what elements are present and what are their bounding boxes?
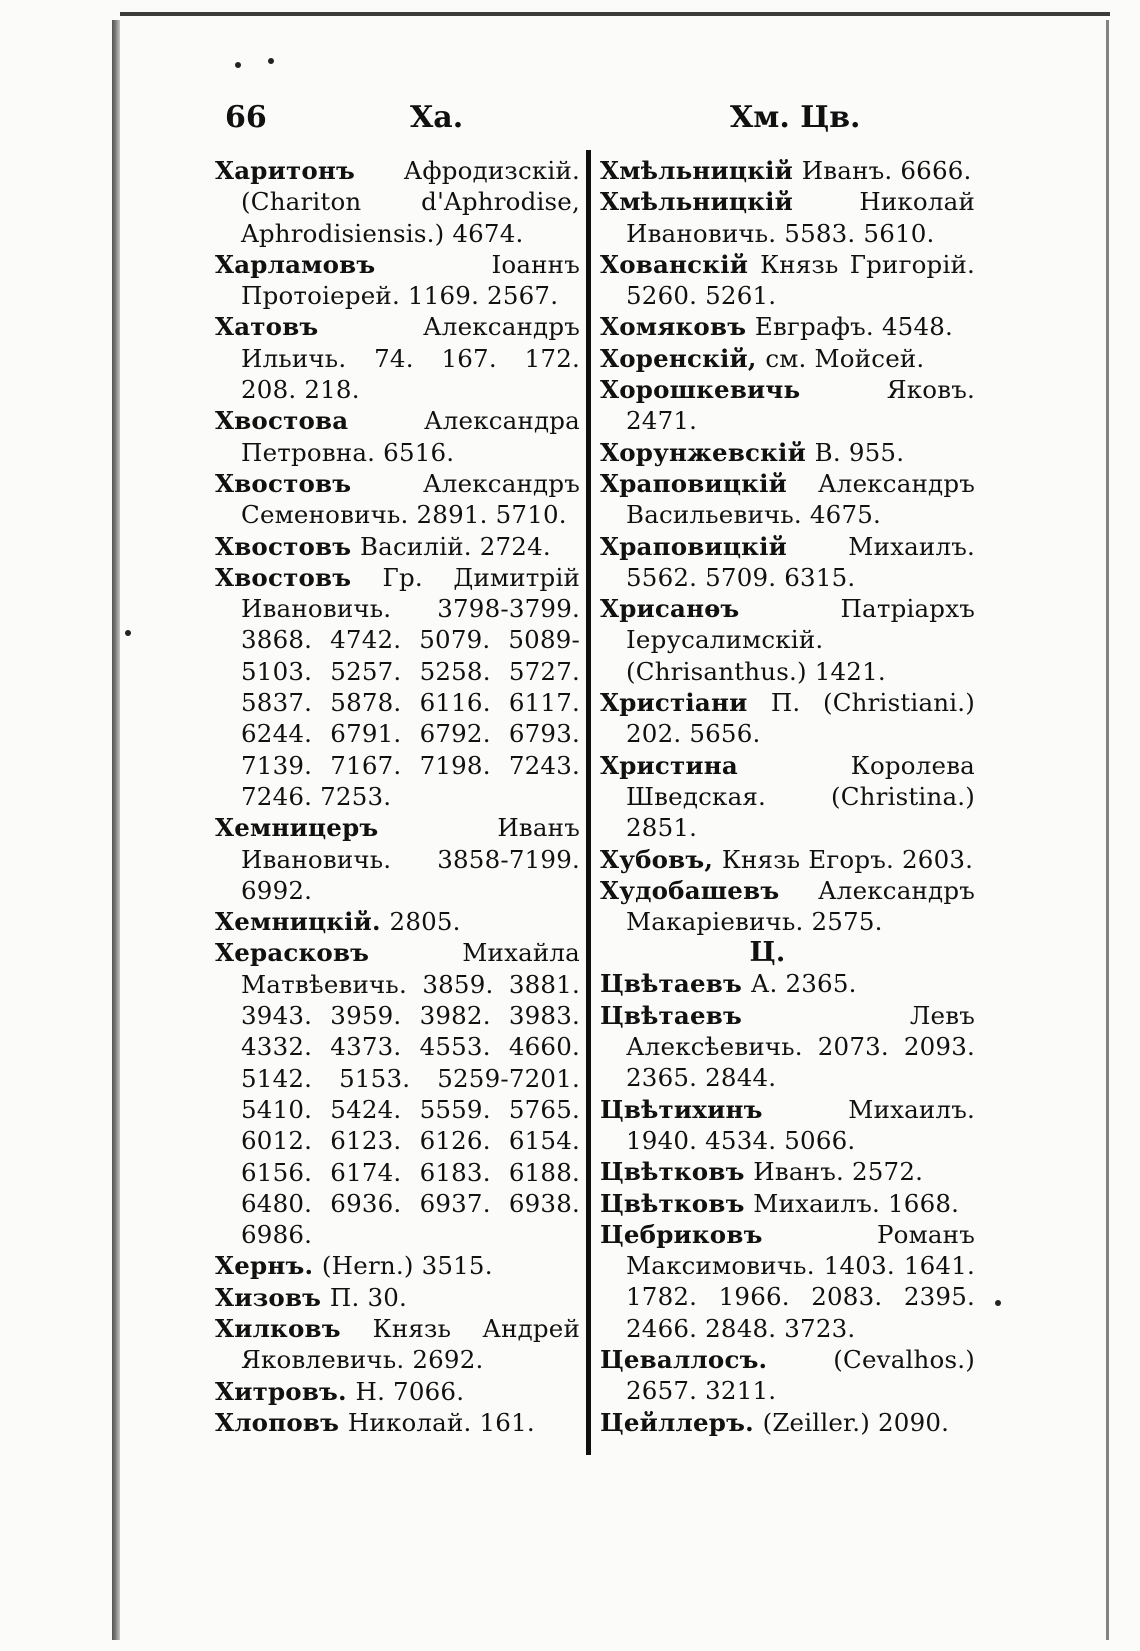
index-entry — [600, 1156, 975, 1187]
index-entry — [215, 311, 580, 405]
entry-name: Хизовъ — [215, 1282, 322, 1312]
right-column — [600, 155, 975, 1438]
index-entry — [215, 468, 580, 531]
entry-name: Хлоповъ — [215, 1407, 340, 1437]
entry-name: Хорошкевичь — [600, 375, 801, 405]
entry-details: Михаилъ. 5562. 5709. 6315. — [626, 531, 975, 592]
entry-name: Цвѣтковъ — [600, 1188, 745, 1218]
entry-details: 2805. — [389, 907, 461, 937]
entry-details: Михайла Матвѣевичь. 3859. 3881. 3943. 3959. 3982. 3983. 4332. 4373. 4553. 4660. 5142. 5153. 5259-7201. 5410. 5424. 5559. 5765. 6012. 6123. 6126. 6154. 6156. 6174. 6183. 6188. 6480. 6936. 6937. 6938. 6986. — [241, 938, 580, 1250]
index-entry — [215, 1250, 580, 1281]
index-entry — [600, 531, 975, 594]
entry-name: Хмѣльницкій — [600, 187, 793, 217]
entry-name: Хвостовъ — [215, 531, 352, 561]
entry-name: Хоренскій, — [600, 343, 757, 373]
entry-details: Александръ Васильевичь. 4675. — [626, 468, 975, 530]
entry-details: Александра Петровна. 6516. — [241, 406, 580, 467]
entry-details: Иванъ. 2572. — [753, 1157, 924, 1187]
column-divider — [586, 150, 591, 1455]
entry-name: Христіани — [600, 688, 748, 718]
entry-name: Хитровъ. — [215, 1376, 347, 1406]
entry-name: Хрисанѳъ — [600, 594, 740, 624]
entry-name: Харламовъ — [215, 249, 376, 279]
entry-details: Гр. Димитрій Ивановичь. 3798-3799. 3868. 4742. 5079. 5089-5103. 5257. 5258. 5727. 5837. 5878. 6116. 6117. 6244. 6791. 6792. 6793. 7139. 7167. 7198. 7243. 7246. 7253. — [241, 562, 581, 811]
index-entry — [215, 405, 580, 468]
entry-name: Хвостовъ — [215, 562, 352, 592]
index-entry — [600, 374, 975, 437]
entry-name: Цвѣтковъ — [600, 1157, 745, 1187]
index-entry — [600, 844, 975, 875]
entry-details: (Cevalhos.) 2657. 3211. — [626, 1344, 975, 1406]
entry-details: Князь Григорій. 5260. 5261. — [626, 249, 975, 311]
entry-details: Николай. 161. — [347, 1407, 535, 1437]
left-column — [215, 155, 580, 1438]
index-entry — [600, 968, 975, 999]
entry-name: Хилковъ — [215, 1313, 341, 1343]
index-entry — [215, 155, 580, 249]
page-edge-right — [1106, 20, 1109, 1640]
index-entry — [600, 186, 975, 249]
entry-details: Князь Егоръ. 2603. — [721, 844, 974, 874]
entry-name: Цвѣтихинъ — [600, 1094, 763, 1124]
ink-speck — [268, 58, 274, 64]
entry-name: Цеваллосъ. — [600, 1344, 768, 1374]
index-entry — [600, 1094, 975, 1157]
ink-speck — [995, 1300, 1001, 1306]
entry-details: (Zeiller.) 2090. — [762, 1407, 950, 1437]
page-number: 66 — [225, 100, 267, 135]
entry-details: Яковъ. 2471. — [626, 375, 975, 436]
ink-speck — [235, 62, 241, 68]
index-entry — [600, 750, 975, 844]
index-entry — [600, 875, 975, 938]
index-entry — [600, 593, 975, 687]
index-entry — [600, 249, 975, 312]
entry-name: Храповицкій — [600, 531, 787, 561]
entry-details: (Hern.) 3515. — [321, 1251, 493, 1281]
entry-name: Цейллеръ. — [600, 1407, 754, 1437]
page-header — [225, 100, 985, 140]
entry-details: Александръ Макаріевичь. 2575. — [626, 875, 975, 937]
entry-name: Худобашевъ — [600, 875, 780, 905]
entry-details: Афродизскій. (Chariton d'Aphrodise, Aphrodisiensis.) 4674. — [241, 156, 580, 248]
index-entry — [600, 1407, 975, 1438]
entry-details: А. 2365. — [750, 969, 857, 999]
entry-name: Хорунжевскій — [600, 437, 806, 467]
index-entry — [600, 1188, 975, 1219]
index-entry — [215, 1376, 580, 1407]
entry-details: Александръ Ильичь. 74. 167. 172. 208. 218. — [241, 312, 580, 405]
page-edge-top — [120, 12, 1110, 16]
left-running-head: Ха. — [410, 100, 464, 135]
entry-details: Королева Шведская. (Christina.) 2851. — [626, 750, 975, 843]
entry-name: Хемницеръ — [215, 813, 379, 843]
entry-details: Князь Андрей Яковлевичь. 2692. — [241, 1313, 580, 1375]
entry-name: Цвѣтаевъ — [600, 1000, 742, 1030]
index-entry — [215, 906, 580, 937]
entry-name: Хемницкій. — [215, 907, 381, 937]
index-entry — [215, 249, 580, 312]
entry-details: Романъ Максимовичь. 1403. 1641. 1782. 1966. 2083. 2395. 2466. 2848. 3723. — [626, 1219, 975, 1343]
index-entry — [600, 1219, 975, 1344]
entry-name: Хубовъ, — [600, 844, 714, 874]
index-entry — [600, 311, 975, 342]
entry-details: Михаилъ. 1668. — [753, 1188, 960, 1218]
entry-details: Левъ Алексѣевичь. 2073. 2093. 2365. 2844. — [626, 1000, 975, 1093]
entry-details: Александръ Семеновичь. 2891. 5710. — [241, 468, 580, 530]
entry-name: Харитонъ — [215, 156, 356, 185]
right-running-head: Хм. Цв. — [730, 100, 861, 135]
index-entry — [215, 1313, 580, 1376]
entry-details: Патріархъ Іерусалимскій. (Chrisanthus.) 1421. — [626, 594, 975, 686]
entry-details: Михаилъ. 1940. 4534. 5066. — [626, 1094, 975, 1155]
index-entry — [600, 687, 975, 750]
entry-details: Николай Ивановичь. 5583. 5610. — [626, 187, 975, 248]
entry-name: Хмѣльницкій — [600, 156, 793, 185]
right-column-entries-kh — [600, 155, 975, 937]
entry-name: Цебриковъ — [600, 1219, 763, 1249]
entry-name: Хернъ. — [215, 1251, 314, 1281]
entry-details: В. 955. — [814, 437, 905, 467]
entry-details: Иванъ Ивановичь. 3858-7199. 6992. — [241, 813, 580, 905]
ink-speck — [125, 630, 131, 636]
index-entry — [600, 1000, 975, 1094]
entry-name: Херасковъ — [215, 938, 370, 968]
index-entry — [215, 562, 580, 812]
index-entry — [600, 1344, 975, 1407]
entry-name: Христина — [600, 750, 738, 780]
entry-name: Хомяковъ — [600, 312, 747, 342]
index-entry — [215, 812, 580, 906]
entry-details: см. Мойсей. — [765, 343, 925, 373]
entry-name: Хатовъ — [215, 312, 319, 342]
entry-name: Цвѣтаевъ — [600, 969, 742, 999]
entry-details: Н. 7066. — [355, 1376, 465, 1406]
entry-details: Евграфъ. 4548. — [754, 312, 954, 342]
page-edge-left — [112, 20, 120, 1640]
entry-details: Іоаннъ Протоіерей. 1169. 2567. — [241, 249, 580, 311]
index-entry — [600, 155, 975, 186]
index-entry — [600, 343, 975, 374]
entry-details: Иванъ. 6666. — [801, 156, 972, 185]
entry-details: П. (Christiani.) 202. 5656. — [626, 688, 976, 749]
index-entry — [215, 531, 580, 562]
section-letter: Ц. — [749, 937, 786, 969]
index-entry — [215, 937, 580, 1250]
entry-name: Хвостова — [215, 406, 349, 436]
index-entry — [215, 1282, 580, 1313]
right-column-entries-ts — [600, 968, 975, 1437]
entry-details: П. 30. — [329, 1282, 408, 1312]
entry-name: Храповицкій — [600, 468, 787, 498]
index-entry — [600, 437, 975, 468]
entry-name: Хованскій — [600, 249, 749, 279]
index-entry — [215, 1407, 580, 1438]
entry-name: Хвостовъ — [215, 468, 352, 498]
index-entry — [600, 468, 975, 531]
entry-details: Василій. 2724. — [359, 531, 551, 561]
